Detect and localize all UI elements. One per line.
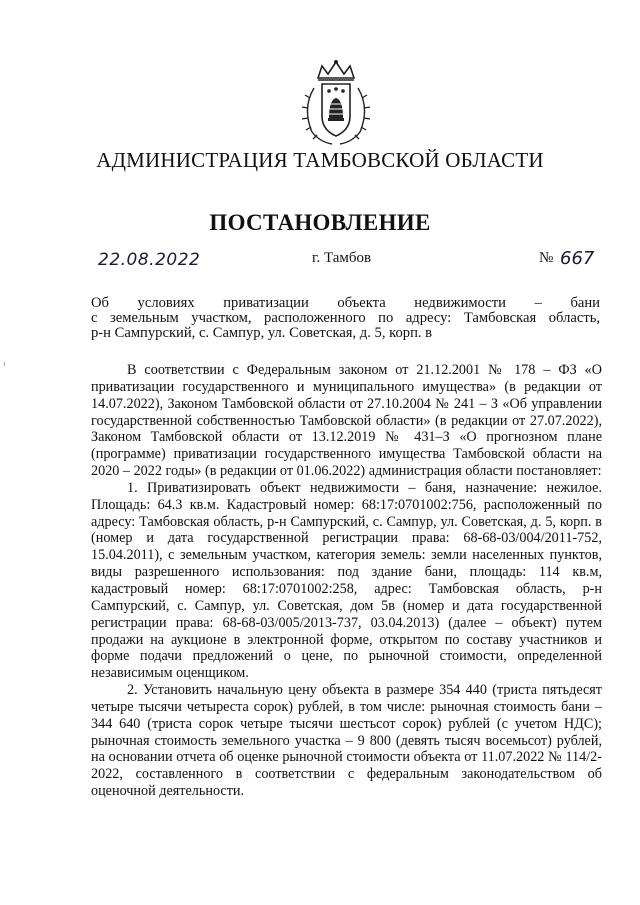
date-number-line	[0, 250, 640, 272]
scan-margin-mark	[4, 362, 5, 366]
item-2-paragraph: 2. Установить начальную цену объекта в размере 354 440 (триста пятьдесят четыре тысячи четыреста сорок) рублей, в том числе: рыночная стоимость бани – 344 640 (триста сорок четыре тысячи шестьсот сорок) рублей (с учетом НДС); рыночная стоимость земельного участка – 9 800 (девять тысяч восемьсот) рублей, на основании отчета об оценке рыночной стоимости объекта от 11.07.2022 № 114/2-2022, составленного в соответствии с федеральным законодательством об оценочной деятельности.	[91, 682, 602, 800]
document-body	[91, 362, 602, 800]
document-type-title: ПОСТАНОВЛЕНИЕ	[209, 210, 431, 235]
organization-name: АДМИНИСТРАЦИЯ ТАМБОВСКОЙ ОБЛАСТИ	[96, 148, 544, 172]
subject-line: р-н Сампурский, с. Сампур, ул. Советская, д. 5, корп. в	[91, 325, 433, 342]
number-label: №	[539, 250, 554, 266]
preamble-paragraph: В соответствии с Федеральным законом от 21.12.2001 № 178 – ФЗ «О приватизации государственного и муниципального имущества» (в редакции от 14.07.2022), Законом Тамбовской области от 27.10.2004 № 241 – З «Об управлении государственной собственностью Тамбовской области» (в редакции от 27.07.2022), Законом Тамбовской области от 13.12.2019 № 431–З «О прогнозном плане (программе) приватизации государственного имущества Тамбовской области на 2020 – 2022 годы» (в редакции от 01.06.2022) администрация области постановляет:	[91, 362, 602, 480]
subject-line: Об условиях приватизации объекта недвижимости – бани	[91, 295, 600, 311]
item-1-paragraph: 1. Приватизировать объект недвижимости – баня, назначение: нежилое. Площадь: 64.3 кв.м. Кадастровый номер: 68:17:0701002:756, расположенный по адресу: Тамбовская область, р-н Сампурский, с. Сампур, ул. Советская, д. 5, корп. в (номер и дата государственной регистрации права: 68-68-03/004/2011-752, 15.04.2011), с земельным участком, категория земель: земли населенных пунктов, виды разрешенного использования: под здание бани, площадь: 114 кв.м, кадастровый номер: 68:17:0701002:258, адрес: Тамбовская область, р-н Сампурский, с. Сампур, ул. Советская, дом 5в (номер и дата государственной регистрации права: 68-68-03/005/2013-737, 03.04.2013) (далее – объект) путем продажи на аукционе в электронной форме, открытом по составу участников и форме подачи предложений о цене, по рыночной стоимости, определенной независимым оценщиком.	[91, 479, 602, 682]
subject-line: с земельным участком, расположенного по адресу: Тамбовская область,	[91, 310, 600, 327]
handwritten-number: 667	[560, 248, 595, 269]
document-subject	[91, 296, 600, 342]
tambov-coat-of-arms-icon	[296, 58, 376, 148]
handwritten-date: 22.08.2022	[98, 250, 201, 270]
city-label: г. Тамбов	[312, 250, 372, 266]
